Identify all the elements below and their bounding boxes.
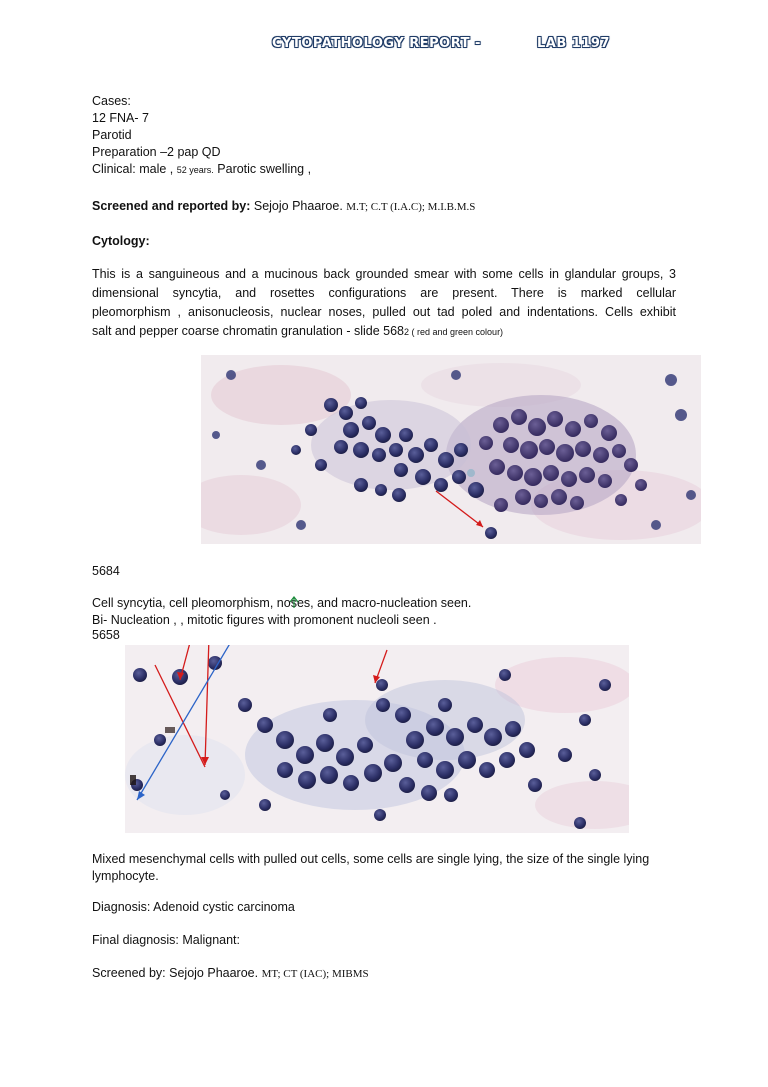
micrograph-1-image [201, 355, 701, 544]
cytology-line-1: This is a sanguineous and a mucinous back grounded smear with some cells in glandular groups, 3 [92, 267, 676, 281]
mesenchymal-line-1: Mixed mesenchymal cells with pulled out cells, some cells are single lying, the size of the single lying [92, 852, 650, 866]
footer-screened-by [92, 965, 369, 983]
final-diagnosis: Final diagnosis: Malignant: [92, 933, 240, 947]
mesenchymal-line-2: lymphocyte. [92, 869, 159, 883]
diagnosis: Diagnosis: Adenoid cystic carcinoma [92, 900, 295, 914]
report-title: CYTOPATHOLOGY REPORT - [272, 36, 481, 51]
fna-number: 12 FNA- 7 [92, 111, 149, 125]
micrograph-1 [201, 355, 701, 544]
slide-text: salt and pepper coarse chromatin granulation - slide 568 [92, 324, 404, 338]
clinical-prefix: Clinical: male , [92, 162, 174, 176]
micrograph-2 [125, 645, 629, 833]
screened-reported-by [92, 198, 475, 216]
image-1-caption: 5684 [92, 564, 120, 578]
screener-credentials: M.T; C.T (I.A.C); M.I.B.M.S [346, 201, 476, 213]
lab-number: LAB 1197 [537, 36, 610, 51]
clinical-age: 52 years. [176, 165, 214, 175]
specimen-site: Parotid [92, 128, 132, 142]
clinical-info [92, 161, 311, 179]
cytology-line-4 [92, 322, 676, 342]
slide-note: 2 ( red and green colour) [404, 327, 504, 337]
cytology-heading: Cytology: [92, 234, 150, 248]
cytology-line-2: dimensional syncytia, and rosettes configurations are present. There is marked cellular [92, 286, 676, 300]
findings-line-2: Bi- Nucleation , , mitotic figures with promonent nucleoli seen . [92, 613, 437, 627]
screened-label: Screened and reported by: [92, 199, 251, 213]
slide-number: 5658 [92, 628, 120, 642]
screener-name: Sejojo Phaaroe. [253, 199, 343, 213]
micrograph-2-image [125, 645, 629, 833]
footer-prefix: Screened by: Sejojo Phaaroe. [92, 966, 259, 980]
cases-label: Cases: [92, 94, 131, 108]
cytology-line-3: pleomorphism , anisonucleosis, nuclear noses, pulled out tad poled and indentations. Cells exhibit [92, 305, 676, 319]
preparation: Preparation –2 pap QD [92, 145, 221, 159]
footer-credentials: MT; CT (IAC); MIBMS [261, 968, 369, 980]
findings-line-1: Cell syncytia, cell pleomorphism, noses, and macro-nucleation seen. [92, 596, 472, 610]
clinical-suffix: Parotic swelling , [217, 162, 312, 176]
green-arrow-icon [288, 596, 300, 608]
cytology-paragraph [92, 265, 676, 342]
